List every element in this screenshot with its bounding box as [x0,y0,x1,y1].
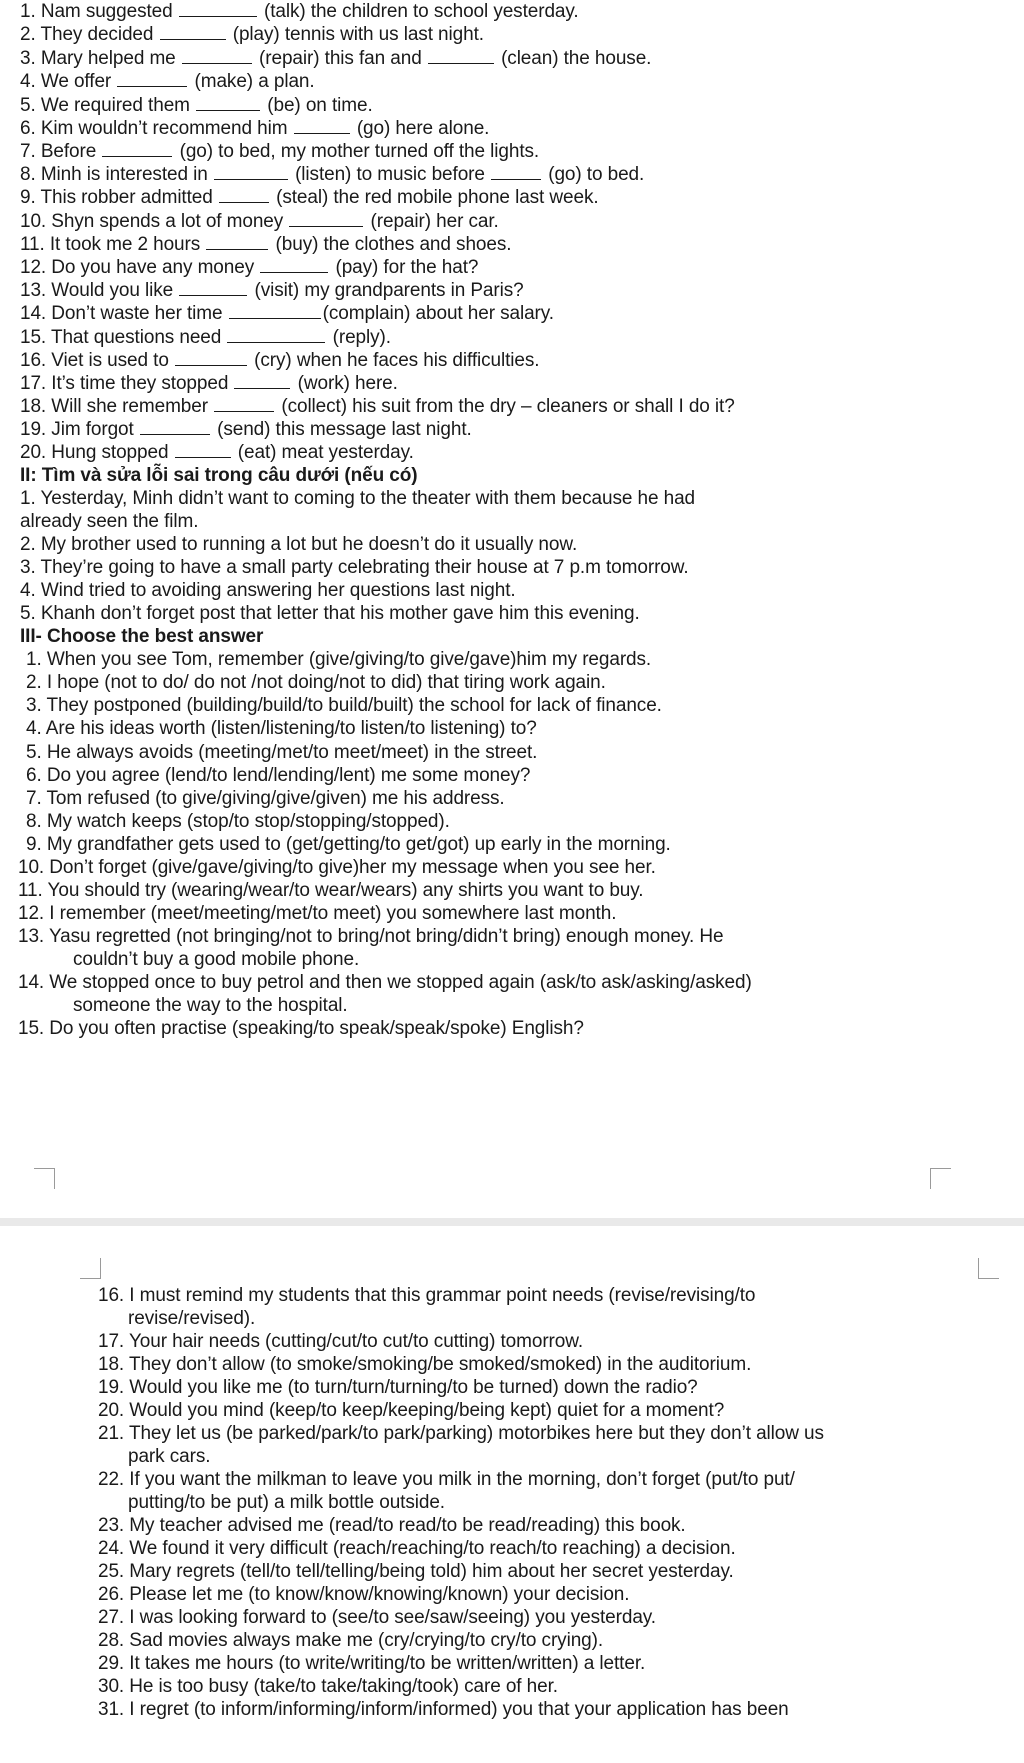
answer-blank [491,165,541,180]
exercise-item: 3. They postponed (building/build/to build/built) the school for lack of finance. [26,695,662,716]
exercise-item: putting/to be put) a milk bottle outside. [128,1492,445,1513]
exercise-item: 2. They decided (play) tennis with us last night. [20,24,484,45]
exercise-item: 3. They’re going to have a small party celebrating their house at 7 p.m tomorrow. [20,557,689,578]
exercise-item: 6. Kim wouldn’t recommend him (go) here alone. [20,118,490,139]
exercise-item: 20. Would you mind (keep/to keep/keeping/being kept) quiet for a moment? [98,1400,725,1421]
exercise-item: 28. Sad movies always make me (cry/crying/to cry/to crying). [98,1630,604,1651]
exercise-item: 5. He always avoids (meeting/met/to meet/meet) in the street. [26,742,538,763]
exercise-item: 12. I remember (meet/meeting/met/to meet) you somewhere last month. [18,903,617,924]
exercise-item: 18. They don’t allow (to smoke/smoking/be smoked/smoked) in the auditorium. [98,1354,752,1375]
exercise-item: 3. Mary helped me (repair) this fan and (clean) the house. [20,48,652,69]
exercise-item: 7. Before (go) to bed, my mother turned off the lights. [20,141,540,162]
exercise-item: someone the way to the hospital. [73,995,348,1016]
exercise-item: 1. When you see Tom, remember (give/giving/to give/gave)him my regards. [26,649,652,670]
answer-blank [196,96,260,111]
exercise-item: already seen the film. [20,511,199,532]
exercise-item: 16. Viet is used to (cry) when he faces his difficulties. [20,350,540,371]
page-corner-mark [930,1168,951,1189]
answer-blank [182,49,252,64]
answer-blank [229,304,321,319]
exercise-item: 20. Hung stopped (eat) meat yesterday. [20,442,414,463]
exercise-item: 1. Yesterday, Minh didn’t want to coming to the theater with them because he had [20,488,696,509]
exercise-item: 4. Wind tried to avoiding answering her questions last night. [20,580,516,601]
exercise-item: 5. We required them (be) on time. [20,95,373,116]
exercise-item: 22. If you want the milkman to leave you milk in the morning, don’t forget (put/to put/ [98,1469,795,1490]
exercise-item: couldn’t buy a good mobile phone. [73,949,360,970]
answer-blank [428,49,494,64]
exercise-item: 17. Your hair needs (cutting/cut/to cut/to cutting) tomorrow. [98,1331,584,1352]
exercise-item: 18. Will she remember (collect) his suit from the dry – cleaners or shall I do it? [20,396,735,417]
answer-blank [206,235,268,250]
exercise-item: park cars. [128,1446,211,1467]
exercise-item: 29. It takes me hours (to write/writing/to be written/written) a letter. [98,1653,646,1674]
answer-blank [214,165,288,180]
answer-blank [289,212,363,227]
page-corner-mark [34,1168,55,1189]
exercise-item: 17. It’s time they stopped (work) here. [20,373,398,394]
exercise-item: 9. My grandfather gets used to (get/getting/to get/got) up early in the morning. [26,834,671,855]
exercise-item: 12. Do you have any money (pay) for the hat? [20,257,479,278]
exercise-item: 4. We offer (make) a plan. [20,71,315,92]
exercise-item: 13. Yasu regretted (not bringing/not to bring/not bring/didn’t bring) enough money. He [18,926,724,947]
exercise-item: 2. I hope (not to do/ do not /not doing/not to did) that tiring work again. [26,672,606,693]
exercise-item: 23. My teacher advised me (read/to read/to be read/reading) this book. [98,1515,686,1536]
section-heading: III- Choose the best answer [20,626,264,647]
exercise-item: 14. We stopped once to buy petrol and then we stopped again (ask/to ask/asking/asked) [18,972,752,993]
answer-blank [227,328,325,343]
exercise-item: 11. It took me 2 hours (buy) the clothes and shoes. [20,234,512,255]
exercise-item: 15. Do you often practise (speaking/to speak/speak/spoke) English? [18,1018,584,1039]
page-corner-mark [80,1258,101,1279]
exercise-item: 8. Minh is interested in (listen) to music before (go) to bed. [20,164,645,185]
exercise-item: 24. We found it very difficult (reach/reaching/to reach/to reaching) a decision. [98,1538,736,1559]
exercise-item: 26. Please let me (to know/know/knowing/known) your decision. [98,1584,630,1605]
exercise-item: 9. This robber admitted (steal) the red mobile phone last week. [20,187,599,208]
exercise-item: 14. Don’t waste her time (complain) about her salary. [20,303,554,324]
answer-blank [179,2,257,17]
answer-blank [102,142,172,157]
exercise-item: 8. My watch keeps (stop/to stop/stopping/stopped). [26,811,450,832]
exercise-item: 1. Nam suggested (talk) the children to school yesterday. [20,1,579,22]
answer-blank [175,443,231,458]
exercise-item: 30. He is too busy (take/to take/taking/took) care of her. [98,1676,558,1697]
exercise-item: 16. I must remind my students that this grammar point needs (revise/revising/to [98,1285,756,1306]
exercise-item: 31. I regret (to inform/informing/inform/informed) you that your application has been [98,1699,789,1720]
answer-blank [214,397,274,412]
exercise-item: 10. Don’t forget (give/gave/giving/to give)her my message when you see her. [18,857,656,878]
answer-blank [140,420,210,435]
answer-blank [117,72,187,87]
answer-blank [175,351,247,366]
exercise-item: 15. That questions need (reply). [20,327,391,348]
answer-blank [219,188,269,203]
exercise-item: 2. My brother used to running a lot but he doesn’t do it usually now. [20,534,578,555]
exercise-item: 4. Are his ideas worth (listen/listening/to listen/to listening) to? [26,718,537,739]
answer-blank [179,281,247,296]
exercise-item: 6. Do you agree (lend/to lend/lending/lent) me some money? [26,765,531,786]
answer-blank [294,119,350,134]
exercise-item: 10. Shyn spends a lot of money (repair) her car. [20,211,499,232]
answer-blank [260,258,328,273]
answer-blank [234,374,290,389]
exercise-item: 21. They let us (be parked/park/to park/parking) motorbikes here but they don’t allow us [98,1423,824,1444]
section-heading: II: Tìm và sửa lỗi sai trong câu dưới (nếu có) [20,465,418,486]
exercise-item: 5. Khanh don’t forget post that letter that his mother gave him this evening. [20,603,640,624]
exercise-item: 27. I was looking forward to (see/to see/saw/seeing) you yesterday. [98,1607,656,1628]
page-corner-mark [978,1258,999,1279]
exercise-item: 19. Would you like me (to turn/turn/turning/to be turned) down the radio? [98,1377,698,1398]
exercise-item: 19. Jim forgot (send) this message last night. [20,419,472,440]
exercise-item: 11. You should try (wearing/wear/to wear/wears) any shirts you want to buy. [18,880,644,901]
exercise-item: 13. Would you like (visit) my grandparents in Paris? [20,280,524,301]
page-break [0,1218,1024,1226]
exercise-item: 25. Mary regrets (tell/to tell/telling/being told) him about her secret yesterday. [98,1561,734,1582]
exercise-item: revise/revised). [128,1308,256,1329]
answer-blank [160,25,226,40]
exercise-item: 7. Tom refused (to give/giving/give/given) me his address. [26,788,505,809]
